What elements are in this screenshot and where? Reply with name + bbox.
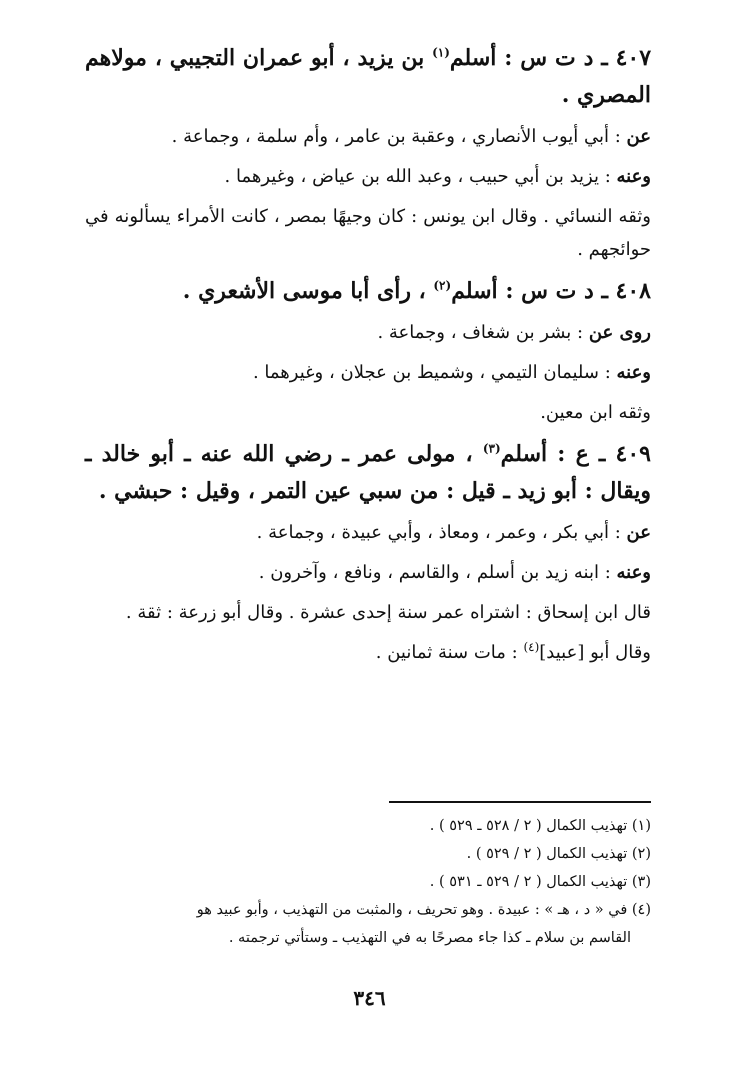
grading-note [85,596,651,629]
footnote-ref[interactable]: (١) [432,45,450,60]
narrated-from [85,516,651,549]
footnote-ref[interactable]: (٤) [523,640,540,654]
heading-rest: ، مولى عمر ـ رضي الله عنه ـ أبو خالد ـ ويقال : أبو زيد ـ قيل : من سبي عين التمر ، وقيل : حبشي . [85,441,651,504]
main-text [85,40,651,676]
narrated-from [85,120,651,153]
heading-rest: بن يزيد ، أبو عمران التجيبي ، مولاهم المصري . [85,45,651,108]
footnote-4 [85,896,651,952]
heading-start: ٤٠٨ ـ د ت س : أسلم [451,278,651,304]
footnote-divider [389,801,651,803]
narrators-from-him [85,160,651,193]
entry-407 [85,40,651,266]
para-text: : أبي بكر ، وعمر ، ومعاذ ، وأبي عبيدة ، وجماعة . [256,522,627,543]
death-note [85,636,651,669]
narrated-from [85,316,651,349]
heading-rest: ، رأى أبا موسى الأشعري . [182,278,434,304]
footnote-ref[interactable]: (٣) [482,441,501,456]
para-text: : ابنه زيد بن أسلم ، والقاسم ، ونافع ، وآخرون . [258,562,617,583]
heading-start: ٤٠٩ ـ ع : أسلم [500,441,651,467]
narrators-from-him [85,356,651,389]
para-label: وعنه [616,362,651,383]
para-text: : بشر بن شغاف ، وجماعة . [377,322,589,343]
para-text: : مات سنة ثمانين . [375,642,524,663]
para-text: : أبي أيوب الأنصاري ، وعقبة بن عامر ، وأم سلمة ، وجماعة . [171,126,627,147]
footnote-4-continuation: القاسم بن سلام ـ كذا جاء مصرحًا به في التهذيب ـ وستأتي ترجمته . [228,930,631,946]
para-text: : سليمان التيمي ، وشميط بن عجلان ، وغيرهما . [252,362,617,383]
para-label: وعنه [616,562,651,583]
para-label: عن [626,126,651,147]
heading-start: ٤٠٧ ـ د ت س : أسلم [449,45,652,71]
para-text: وثقه ابن معين. [540,402,651,423]
footnote-4-text: (٤) في « د ، هـ » : عبيدة . وهو تحريف ، والمثبت من التهذيب ، وأبو عبيد هو [196,902,651,918]
entry-408 [85,273,651,429]
page-number: ٣٤٦ [353,986,386,1010]
para-text: : يزيد بن أبي حبيب ، وعبد الله بن عياض ، وغيرهما . [224,166,617,187]
entry-heading [85,436,651,510]
para-text: وقال أبو [عبيد] [539,642,651,663]
para-label: وعنه [616,166,651,187]
grading-note [85,396,651,429]
entry-heading [85,40,651,114]
footnote-ref[interactable]: (٢) [433,278,452,293]
entry-409 [85,436,651,669]
footnotes [85,812,651,952]
entry-heading [85,273,651,310]
narrators-from-him [85,556,651,589]
para-label: روى عن [588,322,651,343]
footnote-1: (١) تهذيب الكمال ( ٢ / ٥٢٨ ـ ٥٢٩ ) . [429,818,651,834]
grading-note [85,200,651,266]
para-text: وثقه النسائي . وقال ابن يونس : كان وجيهًا بمصر ، كانت الأمراء يسألونه في حوائجهم . [85,206,651,260]
para-text: قال ابن إسحاق : اشتراه عمر سنة إحدى عشرة . وقال أبو زرعة : ثقة . [125,602,651,623]
footnote-3: (٣) تهذيب الكمال ( ٢ / ٥٢٩ ـ ٥٣١ ) . [429,874,651,890]
para-label: عن [626,522,651,543]
footnote-2: (٢) تهذيب الكمال ( ٢ / ٥٢٩ ) . [466,846,651,862]
